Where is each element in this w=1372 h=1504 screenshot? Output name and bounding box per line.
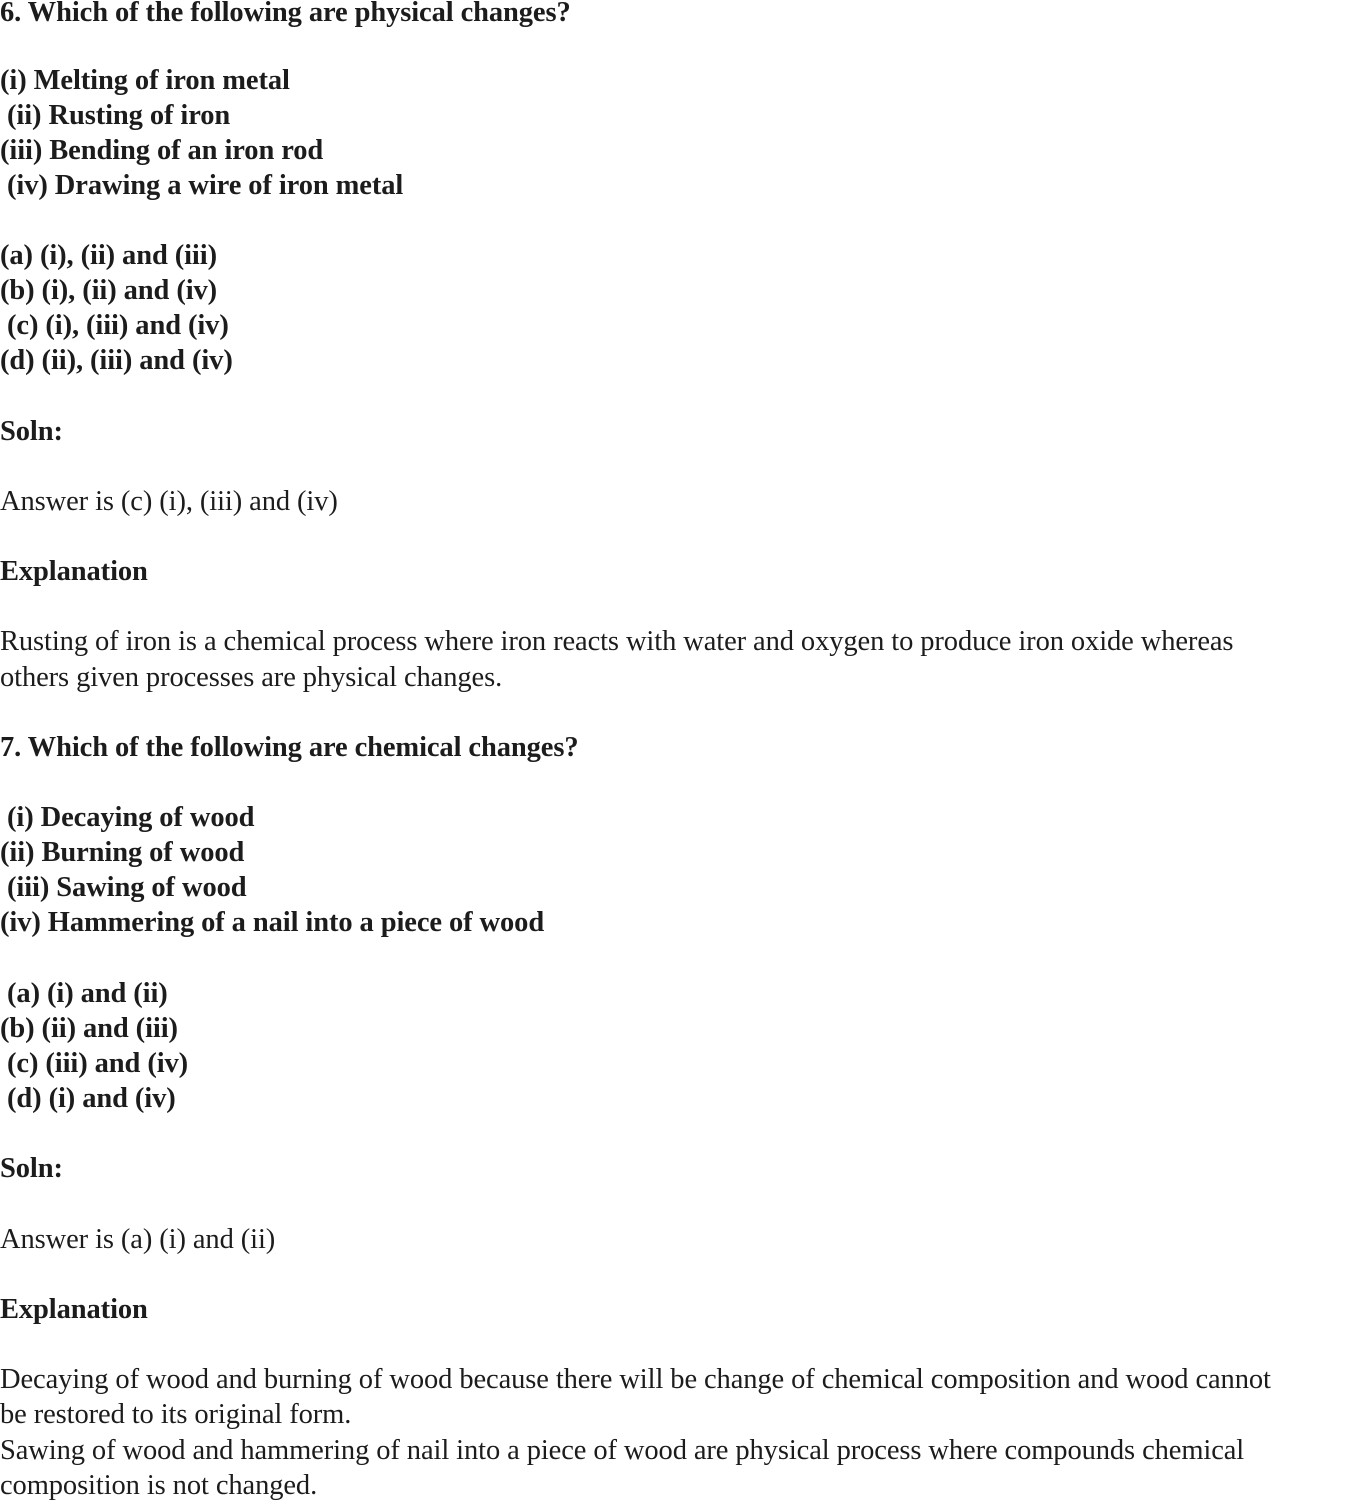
question-7-title: 7. Which of the following are chemical changes?	[0, 732, 579, 763]
q6-option-a: (a) (i), (ii) and (iii)	[0, 240, 217, 271]
q7-explanation-line-4: composition is not changed.	[0, 1470, 318, 1501]
q7-item-iv: (iv) Hammering of a nail into a piece of wood	[0, 907, 545, 938]
q7-item-ii: (ii) Burning of wood	[0, 837, 245, 868]
q7-answer: Answer is (a) (i) and (ii)	[0, 1224, 276, 1255]
q6-soln-label: Soln:	[0, 416, 63, 447]
q7-explanation-line-1: Decaying of wood and burning of wood because there will be change of chemical composition and wood cannot	[0, 1364, 1271, 1395]
question-6-title: 6. Which of the following are physical changes?	[0, 0, 571, 28]
q7-explanation-line-2: be restored to its original form.	[0, 1399, 352, 1430]
q6-option-b: (b) (i), (ii) and (iv)	[0, 275, 218, 306]
q6-option-d: (d) (ii), (iii) and (iv)	[0, 345, 233, 376]
q6-explanation-label: Explanation	[0, 556, 148, 587]
q6-item-iv: (iv) Drawing a wire of iron metal	[0, 170, 404, 201]
q7-option-c: (c) (iii) and (iv)	[0, 1048, 189, 1079]
q6-item-ii: (ii) Rusting of iron	[0, 100, 231, 131]
q7-option-b: (b) (ii) and (iii)	[0, 1013, 178, 1044]
q7-item-i: (i) Decaying of wood	[0, 802, 255, 833]
q6-answer: Answer is (c) (i), (iii) and (iv)	[0, 486, 338, 517]
q6-item-i: (i) Melting of iron metal	[0, 65, 290, 96]
q7-explanation-label: Explanation	[0, 1294, 148, 1325]
q6-explanation-line-2: others given processes are physical changes.	[0, 662, 503, 693]
q7-explanation-line-3: Sawing of wood and hammering of nail into a piece of wood are physical process where compounds chemical	[0, 1435, 1245, 1466]
q6-explanation-line-1: Rusting of iron is a chemical process where iron reacts with water and oxygen to produce iron oxide whereas	[0, 626, 1234, 657]
q7-option-a: (a) (i) and (ii)	[0, 978, 168, 1009]
q7-item-iii: (iii) Sawing of wood	[0, 872, 247, 903]
q7-option-d: (d) (i) and (iv)	[0, 1083, 176, 1114]
q6-option-c: (c) (i), (iii) and (iv)	[0, 310, 229, 341]
q6-item-iii: (iii) Bending of an iron rod	[0, 135, 324, 166]
q7-soln-label: Soln:	[0, 1153, 63, 1184]
